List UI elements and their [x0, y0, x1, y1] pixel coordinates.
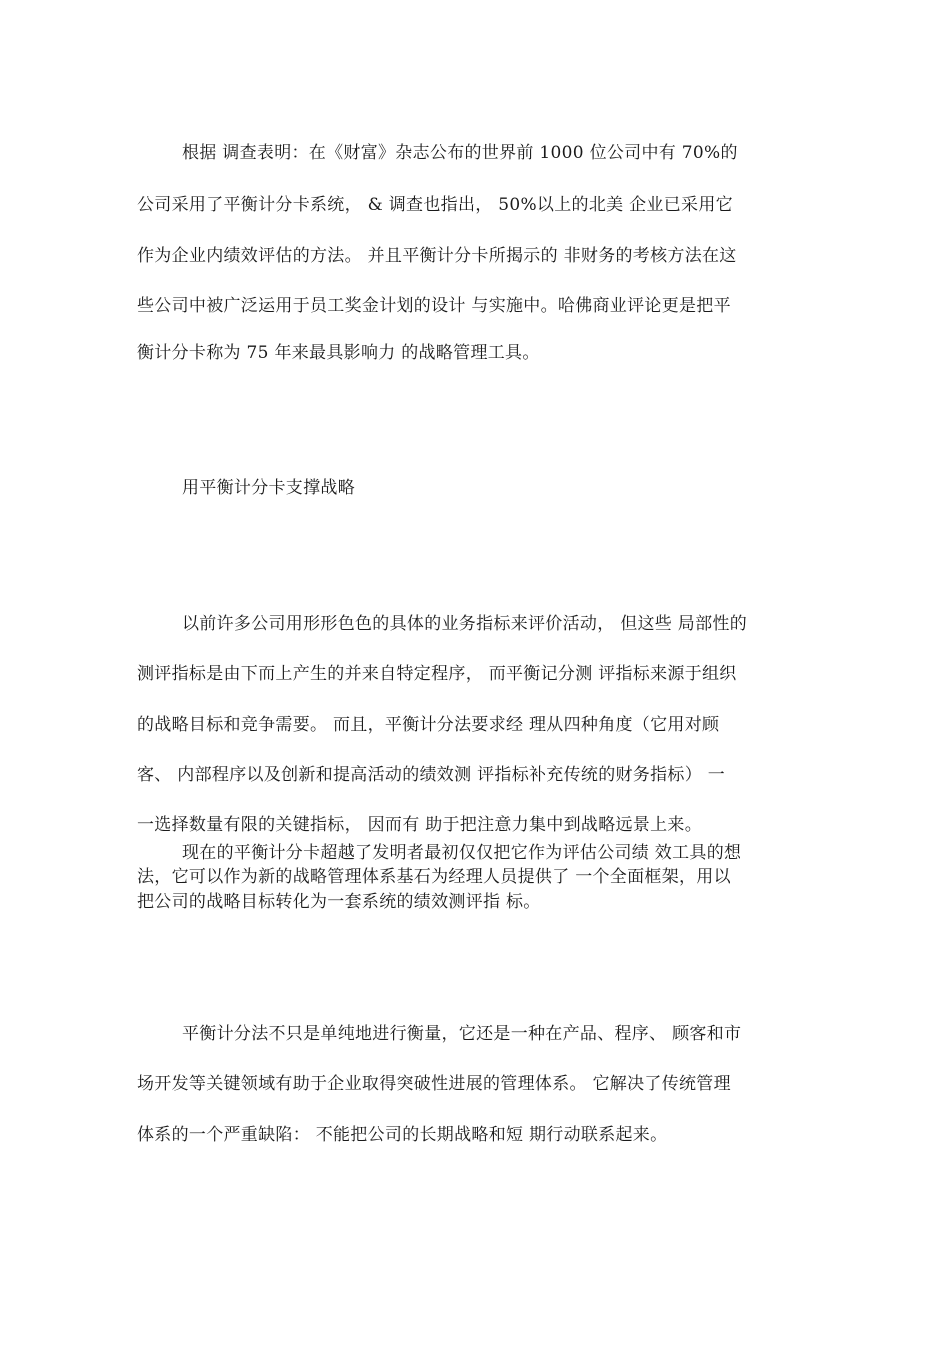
paragraph-line: 场开发等关键领域有助于企业取得突破性进展的管理体系。 它解决了传统管理: [137, 1074, 731, 1094]
paragraph-line: 公司采用了平衡计分卡系统， & 调查也指出， 50%以上的北美 企业已采用它: [137, 195, 733, 215]
paragraph-line: 现在的平衡计分卡超越了发明者最初仅仅把它作为评估公司绩 效工具的想: [182, 843, 742, 863]
paragraph-line: 的战略目标和竞争需要。 而且，平衡计分法要求经 理从四种角度（它用对顾: [137, 715, 720, 735]
paragraph-line: 衡计分卡称为 75 年来最具影响力 的战略管理工具。: [137, 343, 540, 363]
paragraph-line: 平衡计分法不只是单纯地进行衡量，它还是一种在产品、程序、 顾客和市: [182, 1024, 742, 1044]
paragraph-line: 些公司中被广泛运用于员工奖金计划的设计 与实施中。哈佛商业评论更是把平: [137, 296, 731, 316]
paragraph-line: 根据 调查表明：在《财富》杂志公布的世界前 1000 位公司中有 70%的: [182, 143, 738, 163]
section-heading: 用平衡计分卡支撑战略: [182, 478, 355, 498]
paragraph-line: 体系的一个严重缺陷： 不能把公司的长期战略和短 期行动联系起来。: [137, 1125, 668, 1145]
paragraph-line: 把公司的战略目标转化为一套系统的绩效测评指 标。: [137, 892, 541, 912]
paragraph-line: 一选择数量有限的关键指标， 因而有 助于把注意力集中到战略远景上来。: [137, 815, 703, 835]
paragraph-line: 作为企业内绩效评估的方法。 并且平衡计分卡所揭示的 非财务的考核方法在这: [137, 246, 737, 266]
paragraph-line: 测评指标是由下而上产生的并来自特定程序， 而平衡记分测 评指标来源于组织: [137, 664, 737, 684]
paragraph-line: 客、 内部程序以及创新和提高活动的绩效测 评指标补充传统的财务指标） 一: [137, 765, 726, 785]
paragraph-line: 法，它可以作为新的战略管理体系基石为经理人员提供了 一个全面框架，用以: [137, 867, 731, 887]
paragraph-line: 以前许多公司用形形色色的具体的业务指标来评价活动， 但这些 局部性的: [182, 614, 748, 634]
